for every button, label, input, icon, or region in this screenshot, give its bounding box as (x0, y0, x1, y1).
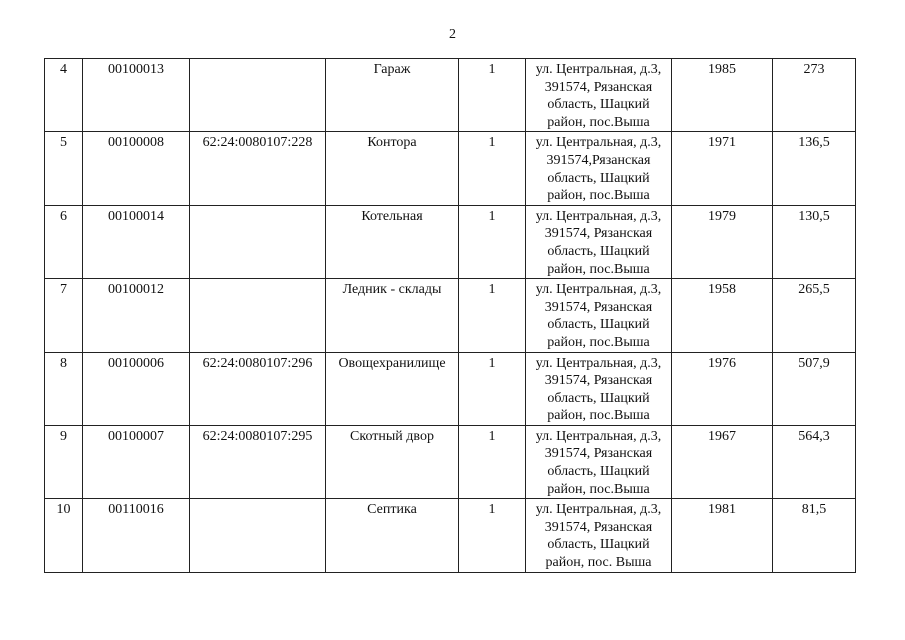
cadastral-number-cell: 62:24:0080107:295 (190, 425, 326, 498)
address-line: ул. Центральная, д.3, (535, 502, 662, 518)
object-name-cell: Контора (326, 132, 459, 205)
year-cell: 1979 (672, 205, 773, 278)
address-line: область, Шацкий (547, 390, 650, 406)
address-line: ул. Центральная, д.3, (535, 428, 662, 444)
object-name-cell: Септика (326, 499, 459, 572)
address-line: район, пос.Выша (547, 481, 650, 497)
cadastral-number-cell (190, 59, 326, 132)
table-row (45, 59, 856, 132)
quantity-cell: 1 (459, 425, 526, 498)
inventory-number-cell: 00100014 (83, 205, 190, 278)
area-cell: 81,5 (773, 499, 856, 572)
year-cell: 1967 (672, 425, 773, 498)
year-cell: 1976 (672, 352, 773, 425)
inventory-number-cell: 00100006 (83, 352, 190, 425)
address-line: 391574, Рязанская (544, 373, 653, 389)
address-line: 391574, Рязанская (544, 226, 653, 242)
address-line: район, пос. Выша (545, 555, 652, 571)
quantity-cell: 1 (459, 279, 526, 352)
area-cell: 130,5 (773, 205, 856, 278)
object-name-cell: Котельная (326, 205, 459, 278)
inventory-number-cell: 00100008 (83, 132, 190, 205)
address-line: район, пос.Выша (547, 261, 650, 277)
address-line: 391574, Рязанская (544, 519, 653, 535)
address-line: область, Шацкий (547, 537, 650, 553)
area-cell: 564,3 (773, 425, 856, 498)
address-cell (526, 279, 672, 352)
table-row (45, 425, 856, 498)
row-number-cell: 5 (45, 132, 83, 205)
address-cell (526, 132, 672, 205)
row-number-cell: 7 (45, 279, 83, 352)
address-line: 391574, Рязанская (544, 299, 653, 315)
quantity-cell: 1 (459, 59, 526, 132)
cadastral-number-cell: 62:24:0080107:228 (190, 132, 326, 205)
area-cell: 273 (773, 59, 856, 132)
object-name-cell: Скотный двор (326, 425, 459, 498)
address-line: область, Шацкий (547, 464, 650, 480)
address-line: 391574, Рязанская (544, 79, 653, 95)
year-cell: 1971 (672, 132, 773, 205)
row-number-cell: 8 (45, 352, 83, 425)
row-number-cell: 4 (45, 59, 83, 132)
year-cell: 1985 (672, 59, 773, 132)
address-line: ул. Центральная, д.3, (535, 135, 662, 151)
address-line: ул. Центральная, д.3, (535, 355, 662, 371)
address-line: ул. Центральная, д.3, (535, 62, 662, 77)
cadastral-number-cell (190, 205, 326, 278)
address-line: область, Шацкий (547, 317, 650, 333)
year-cell: 1958 (672, 279, 773, 352)
quantity-cell: 1 (459, 205, 526, 278)
address-line: область, Шацкий (547, 97, 650, 113)
year-cell: 1981 (672, 499, 773, 572)
inventory-number-cell: 00100013 (83, 59, 190, 132)
table-row (45, 205, 856, 278)
address-line: 391574, Рязанская (544, 446, 653, 462)
address-line: область, Шацкий (547, 170, 650, 186)
quantity-cell: 1 (459, 352, 526, 425)
cadastral-number-cell: 62:24:0080107:296 (190, 352, 326, 425)
area-cell: 265,5 (773, 279, 856, 352)
table-row (45, 499, 856, 572)
cadastral-number-cell (190, 279, 326, 352)
inventory-number-cell: 00100012 (83, 279, 190, 352)
quantity-cell: 1 (459, 132, 526, 205)
object-name-cell: Овощехранилище (326, 352, 459, 425)
address-line: область, Шацкий (547, 243, 650, 259)
cadastral-number-cell (190, 499, 326, 572)
row-number-cell: 10 (45, 499, 83, 572)
object-name-cell: Ледник - склады (326, 279, 459, 352)
object-name-cell: Гараж (326, 59, 459, 132)
address-line: 391574,Рязанская (546, 152, 651, 168)
address-cell (526, 499, 672, 572)
table-row (45, 279, 856, 352)
address-cell (526, 59, 672, 132)
address-line: район, пос.Выша (547, 114, 650, 130)
address-line: ул. Центральная, д.3, (535, 282, 662, 298)
inventory-number-cell: 00110016 (83, 499, 190, 572)
address-cell (526, 425, 672, 498)
page-number: 2 (449, 27, 456, 42)
address-line: ул. Центральная, д.3, (535, 208, 662, 224)
area-cell: 507,9 (773, 352, 856, 425)
address-line: район, пос.Выша (547, 408, 650, 424)
row-number-cell: 6 (45, 205, 83, 278)
address-cell (526, 205, 672, 278)
quantity-cell: 1 (459, 499, 526, 572)
area-cell: 136,5 (773, 132, 856, 205)
row-number-cell: 9 (45, 425, 83, 498)
table-row (45, 132, 856, 205)
inventory-number-cell: 00100007 (83, 425, 190, 498)
address-line: район, пос.Выша (547, 188, 650, 204)
address-line: район, пос.Выша (547, 334, 650, 350)
table-row (45, 352, 856, 425)
address-cell (526, 352, 672, 425)
property-table (44, 58, 856, 573)
